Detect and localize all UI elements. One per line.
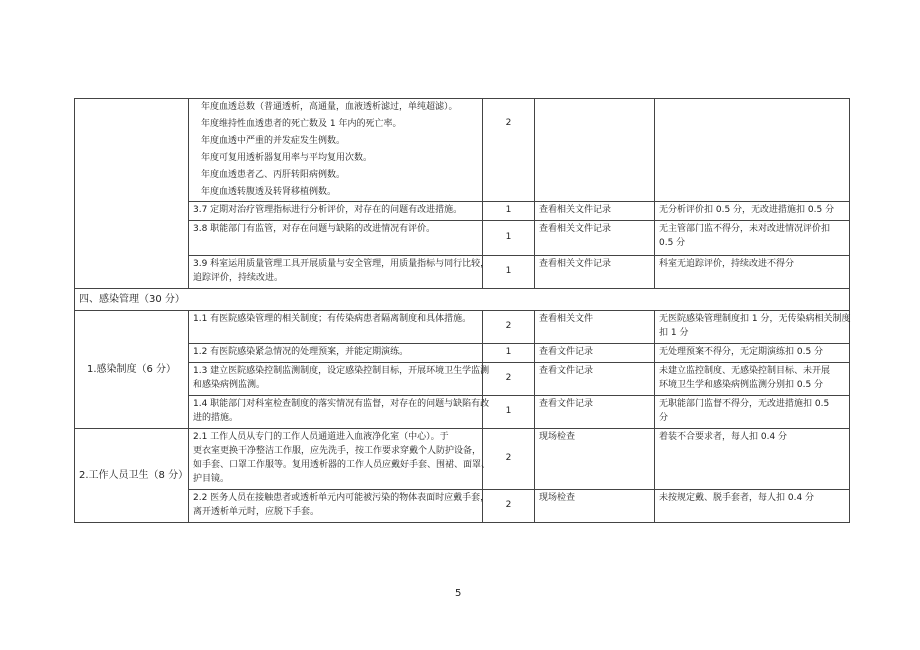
text-line: 未建立监控制度、无感染控制目标、未开展 (659, 366, 831, 377)
deduction-cell (655, 489, 850, 522)
category-cell: 1.感染制度（6 分） (75, 311, 189, 429)
text-line: 离开透析单元时，应脱下手套。 (193, 506, 320, 517)
method-cell: 查看文件记录 (535, 344, 655, 363)
item-content-cell (189, 99, 483, 202)
score-cell: 1 (483, 344, 535, 363)
text-line: 科室无追踪评价，持续改进不得分 (659, 258, 795, 269)
text-line: 追踪评价，持续改进。 (193, 272, 284, 283)
item-content-cell (189, 429, 491, 490)
text-line: 着装不合要求者，每人扣 0.4 分 (659, 432, 788, 442)
text-line: 1.4 职能部门对科室检查制度的落实情况有监督，对存在的问题与缺陷有改 (193, 399, 490, 410)
text-line: 1.2 有医院感染紧急情况的处理预案，并能定期演练。 (193, 347, 409, 358)
text-line: 无主管部门监不得分，未对改进情况评价扣 (659, 223, 831, 234)
table-row (75, 202, 850, 221)
section-header-row (75, 288, 850, 311)
page-number: 5 (455, 588, 462, 599)
deduction-cell (655, 255, 850, 288)
text-line: 进的措施。 (193, 413, 239, 424)
text-line: 无分析评价扣 0.5 分，无改进措施扣 0.5 分 (659, 205, 835, 215)
score-cell: 2 (483, 311, 535, 344)
text-line: 护目镜。 (193, 473, 230, 484)
text-line: 环境卫生学和感染病例监测分别扣 0.5 分 (659, 380, 824, 391)
text-line: 扣 1 分 (659, 328, 689, 339)
text-line: 1.1 有医院感染管理的相关制度；有传染病患者隔离制度和具体措施。 (193, 314, 472, 325)
method-cell: 查看文件记录 (535, 363, 655, 396)
text-line: 年度维持性血透患者的死亡数及 1 年内的死亡率。 (201, 119, 402, 129)
text-line: 年度血透患者乙、丙肝转阳病例数。 (201, 170, 346, 180)
item-content-cell (189, 489, 490, 522)
table-row (75, 311, 850, 344)
deduction-cell (655, 429, 850, 490)
text-line: 2.2 医务人员在接触患者或透析单元内可能被污染的物体表面时应戴手套， (193, 492, 490, 503)
item-content-cell (189, 255, 490, 288)
method-cell: 现场检查 (535, 429, 655, 490)
score-cell: 2 (483, 363, 535, 396)
text-line: 年度血透中严重的并发症发生例数。 (201, 136, 346, 146)
score-cell: 1 (483, 255, 535, 288)
text-line: 和感染病例监测。 (193, 380, 266, 391)
table-row (75, 255, 850, 288)
method-cell: 查看相关文件 (535, 311, 655, 344)
text-line: 3.7 定期对治疗管理指标进行分析评价，对存在的问题有改进措施。 (193, 205, 463, 215)
score-cell: 1 (483, 202, 535, 221)
category-cell: 2.工作人员卫生（8 分） (75, 429, 189, 523)
evaluation-table (74, 98, 850, 523)
text-line: 年度血透转腹透及转肾移植例数。 (201, 187, 337, 197)
section-title: 四、感染管理（30 分） (75, 288, 850, 311)
deduction-cell (655, 396, 850, 429)
deduction-cell (655, 363, 850, 396)
text-line: 无职能部门监督不得分，无改进措施扣 0.5 (659, 399, 830, 410)
text-line: 更衣室更换干净整洁工作服，应先洗手，按工作要求穿戴个人防护设备， (193, 445, 482, 456)
method-cell: 现场检查 (535, 489, 655, 522)
text-line: 3.8 职能部门有监管，对存在问题与缺陷的改进情况有评价。 (193, 223, 436, 234)
text-line: 如手套、口罩工作服等。复用透析器的工作人员应戴好手套、围裙、面罩、 (193, 459, 491, 470)
text-line: 0.5 分 (659, 237, 686, 248)
method-cell: 查看文件记录 (535, 396, 655, 429)
table-row (75, 363, 850, 396)
method-cell: 查看相关文件记录 (535, 202, 655, 221)
table-row (75, 396, 850, 429)
score-cell: 2 (483, 99, 535, 202)
score-cell: 2 (483, 429, 535, 490)
text-line: 未按规定戴、脱手套者，每人扣 0.4 分 (659, 492, 815, 503)
item-content-cell (189, 202, 483, 221)
score-cell: 1 (483, 220, 535, 255)
deduction-cell (655, 220, 850, 255)
text-line: 无处理预案不得分，无定期演练扣 0.5 分 (659, 347, 824, 358)
item-content-cell (189, 344, 483, 363)
method-cell: 查看相关文件记录 (535, 220, 655, 255)
text-line: 分 (659, 413, 669, 424)
table-row (75, 99, 850, 202)
text-line: 1.3 建立医院感染控制监测制度，设定感染控制目标，开展环境卫生学监测 (193, 366, 490, 377)
text-line: 无医院感染管理制度扣 1 分，无传染病相关制度 (659, 314, 851, 325)
deduction-cell (655, 99, 850, 202)
deduction-cell (655, 311, 850, 344)
method-cell: 查看相关文件记录 (535, 255, 655, 288)
text-line: 3.9 科室运用质量管理工具开展质量与安全管理，用质量指标与同行比较， (193, 258, 490, 269)
item-content-cell (189, 396, 490, 429)
deduction-cell (655, 202, 850, 221)
item-content-cell (189, 363, 490, 396)
table-row (75, 489, 850, 522)
text-line: 年度血透总数（普通透析，高通量，血液透析滤过，单纯超滤）。 (201, 102, 458, 112)
item-content-cell (189, 311, 483, 344)
text-line: 2.1 工作人员从专门的工作人员通道进入血液净化室（中心）。于 (193, 432, 449, 442)
score-cell: 1 (483, 396, 535, 429)
deduction-cell (655, 344, 850, 363)
score-cell: 2 (483, 489, 535, 522)
table-row (75, 429, 850, 490)
empty-category-cell (75, 99, 189, 289)
item-content-cell (189, 220, 483, 255)
table-row (75, 220, 850, 255)
table-row (75, 344, 850, 363)
text-line: 年度可复用透析器复用率与平均复用次数。 (201, 153, 373, 163)
